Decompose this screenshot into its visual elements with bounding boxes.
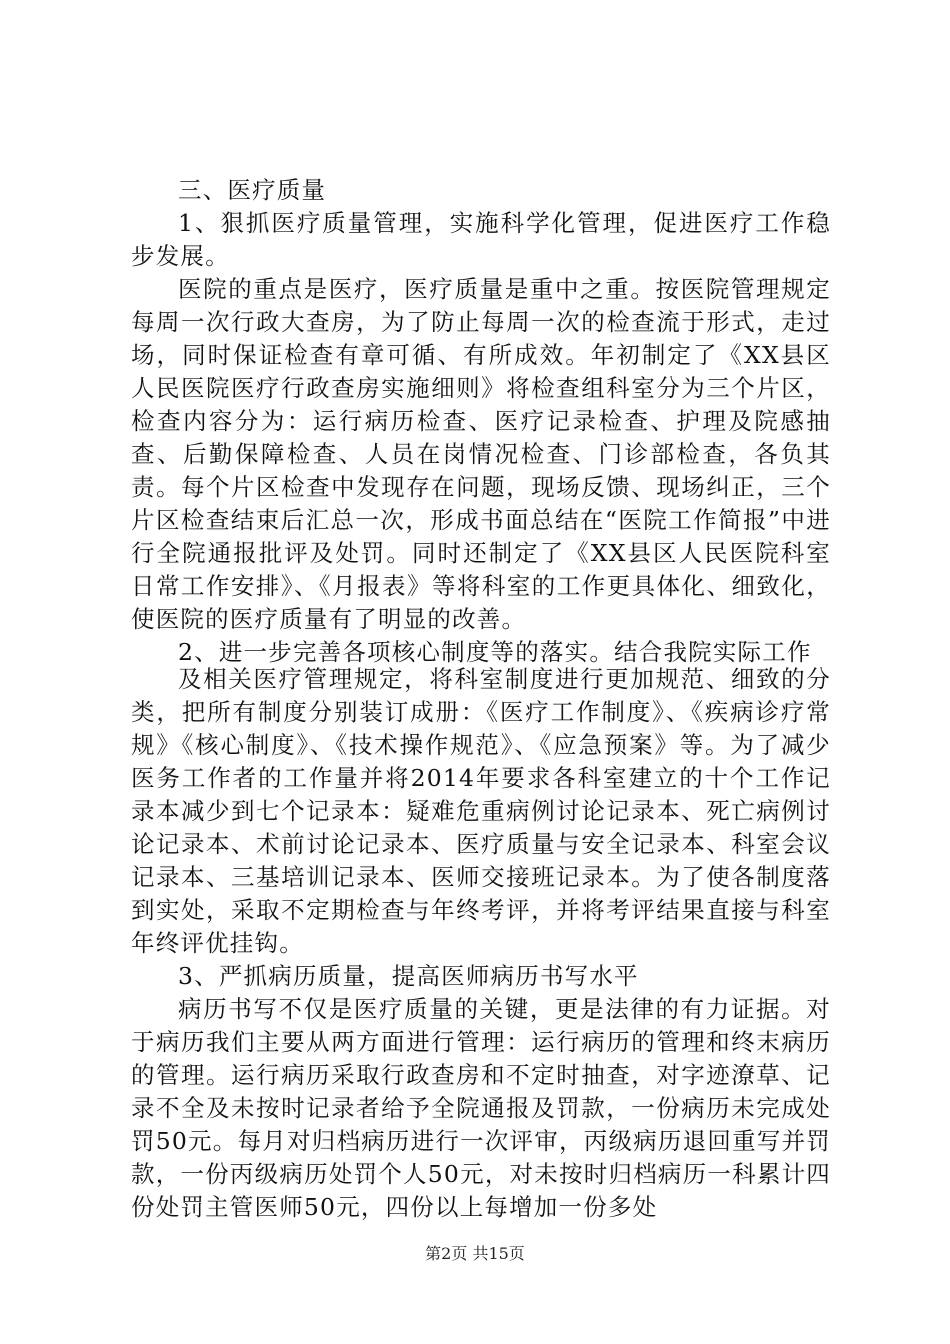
paragraph-medical-records: 病历书写不仅是医疗质量的关键，更是法律的有力证据。对于病历我们主要从两方面进行管理：运行病历的管理和终末病历的管理。运行病历采取行政查房和不定时抽查，对字迹潦草、记录不全及未按时记录者给予全院通报及罚款，一份病历未完成处罚50元。每月对归档病历进行一次评审，丙级病历退回重写并罚款，一份丙级病历处罚个人50元，对未按时归档病历一科累计四份处罚主管医师50元，四份以上每增加一份多处 <box>131 995 831 1221</box>
text-block-upper <box>131 174 831 669</box>
paragraph-regulations: 及相关医疗管理规定，将科室制度进行更加规范、细致的分类，把所有制度分别装订成册：《医疗工作制度》、《疾病诊疗常规》《核心制度》、《技术操作规范》、《应急预案》等。为了减少医务工作者的工作量并将2014年要求各科室建立的十个工作记录本减少到七个记录本：疑难危重病例讨论记录本、死亡病例讨论记录本、术前讨论记录本、医疗质量与安全记录本、科室会议记录本、三基培训记录本、医师交接班记录本。为了使各制度落到实处，采取不定期检查与年终考评，并将考评结果直接与科室年终评优挂钩。 <box>131 665 831 957</box>
paragraph-inspection: 医院的重点是医疗，医疗质量是重中之重。按医院管理规定每周一次行政大查房，为了防止每周一次的检查流于形式，走过场，同时保证检查有章可循、有所成效。年初制定了《XX县区人民医院医疗行政查房实施细则》将检查组科室分为三个片区，检查内容分为：运行病历检查、医疗记录检查、护理及院感抽查、后勤保障检查、人员在岗情况检查、门诊部检查，各负其责。每个片区检查中发现存在问题，现场反馈、现场纠正，三个片区检查结束后汇总一次，形成书面总结在“医院工作简报”中进行全院通报批评及处罚。同时还制定了《XX县区人民医院科室日常工作安排》、《月报表》等将科室的工作更具体化、细致化，使医院的医疗质量有了明显的改善。 <box>131 275 831 633</box>
subsection-heading-2: 2、进一步完善各项核心制度等的落实。结合我院实际工作 <box>178 638 812 666</box>
subsection-heading-1: 1、狠抓医疗质量管理，实施科学化管理，促进医疗工作稳步发展。 <box>131 209 831 270</box>
section-heading: 三、医疗质量 <box>178 176 327 204</box>
page-footer <box>0 1244 950 1264</box>
page-number: 第2页 共15页 <box>425 1244 525 1263</box>
text-block-lower <box>131 663 831 1224</box>
subsection-heading-3: 3、严抓病历质量，提高医师病历书写水平 <box>178 962 639 990</box>
